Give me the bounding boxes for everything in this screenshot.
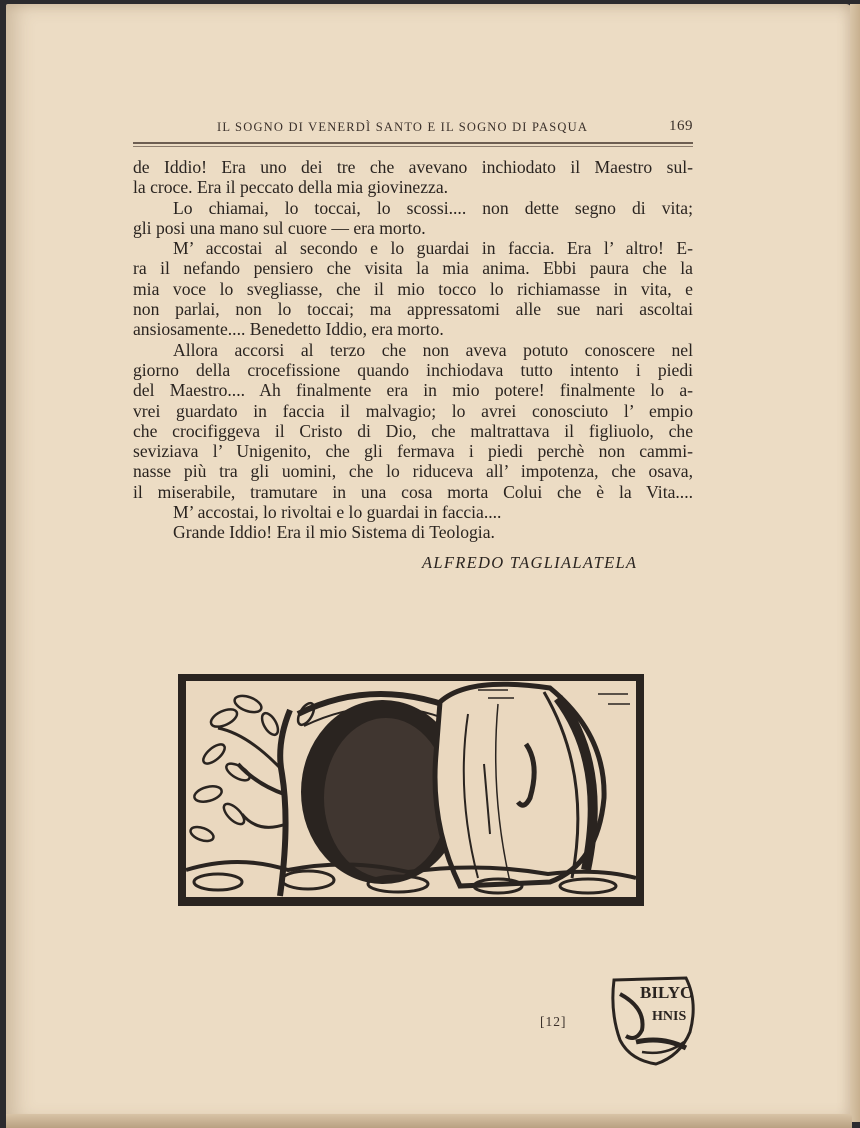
text-line: mia voce lo svegliasse, che il mio tocco lo richiamasse in vita, e bbox=[133, 278, 693, 299]
page-edge bbox=[850, 4, 860, 1122]
text-line: la croce. Era il peccato della mia giovinezza. bbox=[133, 177, 449, 198]
text-line: ansiosamente.... Benedetto Iddio, era morto. bbox=[133, 319, 444, 340]
text-line: del Maestro.... Ah finalmente era in mio potere! finalmente lo a- bbox=[133, 380, 693, 401]
text-line: Lo chiamai, lo toccai, lo scossi.... non dette segno di vita; bbox=[173, 197, 693, 218]
page-edge-bottom bbox=[6, 1114, 852, 1128]
text-line: M’ accostai al secondo e lo guardai in faccia. Era l’ altro! E- bbox=[173, 238, 693, 259]
running-head-title: IL SOGNO DI VENERDÌ SANTO E IL SOGNO DI PASQUA bbox=[217, 120, 589, 134]
text-line: non parlai, non lo toccai; ma appressatomi alle sue nari ascoltai bbox=[133, 299, 693, 320]
text-line: gli posi una mano sul cuore — era morto. bbox=[133, 217, 426, 238]
running-head bbox=[133, 118, 693, 138]
text-line: Allora accorsi al terzo che non aveva potuto conoscere nel bbox=[173, 339, 693, 360]
text-line: vrei guardato in faccia il malvagio; lo avrei conosciuto l’ empio bbox=[133, 400, 693, 421]
svg-text:HNIS: HNIS bbox=[652, 1009, 687, 1024]
text-line: che crocifiggeva il Cristo di Dio, che maltrattava il figliuolo, che bbox=[133, 420, 693, 441]
text-line: il miserabile, tramutare in una cosa morta Colui che è la Vita.... bbox=[133, 481, 693, 502]
folio-number: [12] bbox=[540, 1014, 567, 1029]
header-rule bbox=[133, 142, 693, 144]
text-line: M’ accostai, lo rivoltai e lo guardai in faccia.... bbox=[173, 502, 502, 523]
text-line: Grande Iddio! Era il mio Sistema di Teologia. bbox=[173, 522, 495, 543]
author-signature: ALFREDO TAGLIALATELA bbox=[422, 553, 638, 572]
text-line: de Iddio! Era uno dei tre che avevano inchiodato il Maestro sul- bbox=[133, 157, 693, 177]
text-line: seviziava l’ Unigenito, che gli fermava i piedi perchè non cammi- bbox=[133, 441, 693, 462]
header-rule-thin bbox=[133, 146, 693, 147]
text-line: giorno della crocefissione quando inchiodava tutto intento i piedi bbox=[133, 359, 693, 380]
svg-text:BILYC: BILYC bbox=[640, 983, 693, 1002]
text-line: nasse più tra gli uomini, che lo riduceva all’ impotenza, che osava, bbox=[133, 461, 693, 482]
page-number: 169 bbox=[669, 118, 693, 134]
body-text bbox=[133, 157, 693, 543]
woodcut-tomb-illustration bbox=[178, 674, 644, 906]
text-line: ra il nefando pensiero che visita la mia anima. Ebbi paura che la bbox=[133, 258, 693, 279]
bilychnis-emblem bbox=[606, 972, 702, 1068]
